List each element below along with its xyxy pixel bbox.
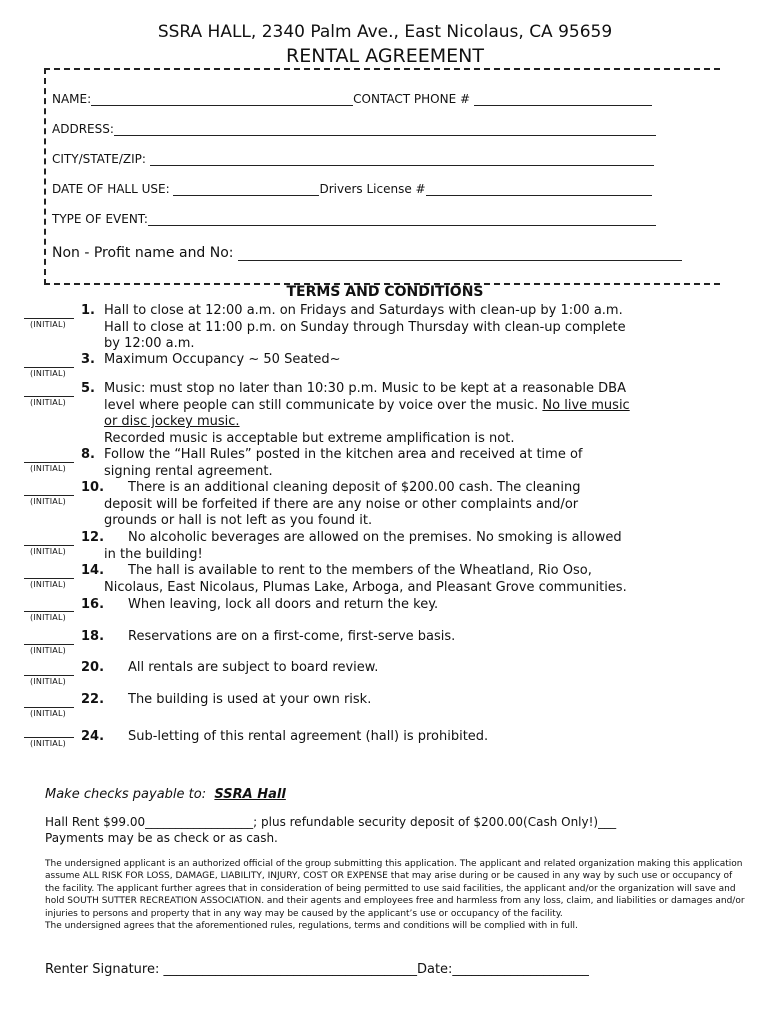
initial-line[interactable] — [24, 318, 74, 319]
initial-label: (INITIAL) — [30, 709, 66, 718]
term-16-text: When leaving, lock all doors and return the key. — [128, 597, 439, 612]
initial-line[interactable] — [24, 675, 74, 676]
term-number: 24. — [81, 729, 105, 744]
term-line: There is an additional cleaning deposit of $200.00 cash. The cleaning — [128, 480, 581, 495]
term-10-text — [104, 480, 581, 530]
initial-line[interactable] — [24, 611, 74, 612]
terms-heading: TERMS AND CONDITIONS — [286, 284, 484, 300]
initial-line[interactable] — [24, 495, 74, 496]
event-label: TYPE OF EVENT: — [52, 212, 148, 226]
term-number: 5. — [81, 381, 95, 396]
city-field[interactable] — [150, 152, 654, 166]
term-line: grounds or hall is not left as you found it. — [104, 513, 373, 528]
renter-signature-line[interactable]: Renter Signature: _______________________________________Date:_____________________ — [45, 962, 589, 977]
term-number: 10. — [81, 480, 105, 495]
initial-label: (INITIAL) — [30, 464, 66, 473]
term-line: No alcoholic beverages are allowed on the premises. No smoking is allowed — [128, 530, 622, 545]
term-number: 22. — [81, 692, 105, 707]
hall-rent-line[interactable]: Hall Rent $99.00__________________; plus refundable security deposit of $200.00(Cash Only!)___ — [45, 815, 617, 829]
address-label: ADDRESS: — [52, 122, 114, 136]
name-field[interactable] — [91, 92, 353, 106]
term-line: level where people can still communicate by voice over the music. — [104, 397, 539, 413]
initial-label: (INITIAL) — [30, 369, 66, 378]
term-line: Recorded music is acceptable but extreme amplification is not. — [104, 430, 515, 446]
term-1-text — [104, 303, 626, 353]
initial-line[interactable] — [24, 644, 74, 645]
term-line: Maximum Occupancy ~ 50 Seated~ — [104, 352, 341, 367]
rent-block — [45, 814, 616, 846]
term-line: Hall to close at 12:00 a.m. on Fridays and Saturdays with clean-up by 1:00 a.m. — [104, 303, 623, 318]
term-number: 18. — [81, 629, 105, 644]
no-dj-text: or disc jockey music. — [104, 414, 240, 429]
name-row — [52, 92, 652, 106]
initial-label: (INITIAL) — [30, 677, 66, 686]
term-line: Hall to close at 11:00 p.m. on Sunday through Thursday with clean-up complete — [104, 319, 626, 335]
term-number: 16. — [81, 597, 105, 612]
address-field[interactable] — [114, 122, 656, 136]
term-14-text — [104, 563, 627, 596]
initial-line[interactable] — [24, 707, 74, 708]
term-18-text: Reservations are on a first-come, first-serve basis. — [128, 629, 456, 644]
initial-label: (INITIAL) — [30, 398, 66, 407]
term-line: signing rental agreement. — [104, 463, 273, 479]
event-field[interactable] — [148, 212, 656, 226]
initial-line[interactable] — [24, 737, 74, 738]
term-8-text — [104, 447, 582, 480]
license-field[interactable] — [426, 182, 652, 196]
term-20-text: All rentals are subject to board review. — [128, 660, 379, 675]
initial-label: (INITIAL) — [30, 613, 66, 622]
date-row — [52, 182, 652, 196]
initial-line[interactable] — [24, 462, 74, 463]
term-number: 8. — [81, 447, 95, 462]
initial-label: (INITIAL) — [30, 497, 66, 506]
term-line: Nicolaus, East Nicolaus, Plumas Lake, Arboga, and Pleasant Grove communities. — [104, 579, 627, 595]
initial-line[interactable] — [24, 578, 74, 579]
address-row — [52, 122, 656, 136]
term-line: by 12:00 a.m. — [104, 336, 195, 351]
term-number: 3. — [81, 352, 95, 367]
date-field[interactable] — [173, 182, 319, 196]
payments-line: Payments may be as check or as cash. — [45, 831, 278, 845]
initial-label: (INITIAL) — [30, 547, 66, 556]
initial-label: (INITIAL) — [30, 739, 66, 748]
checks-payable-line — [45, 787, 286, 802]
name-label: NAME: — [52, 92, 92, 106]
initial-label: (INITIAL) — [30, 320, 66, 329]
rental-agreement-title: RENTAL AGREEMENT — [286, 45, 484, 67]
nonprofit-label: Non - Profit name and No: — [52, 245, 234, 261]
initial-line[interactable] — [24, 545, 74, 546]
contact-phone-field[interactable] — [474, 92, 652, 106]
term-line: Follow the “Hall Rules” posted in the kitchen area and received at time of — [104, 447, 583, 462]
city-row — [52, 152, 654, 166]
term-line: in the building! — [104, 546, 203, 562]
license-label: Drivers License # — [319, 182, 426, 196]
initial-label: (INITIAL) — [30, 646, 66, 655]
term-number: 20. — [81, 660, 105, 675]
date-label: DATE OF HALL USE: — [52, 182, 170, 196]
term-number: 14. — [81, 563, 105, 578]
term-line: deposit will be forfeited if there are any noise or other complaints and/or — [104, 496, 579, 512]
initial-line[interactable] — [24, 367, 74, 368]
checks-prefix: Make checks payable to: — [45, 787, 207, 802]
term-number: 12. — [81, 530, 105, 545]
liability-disclaimer — [45, 858, 745, 932]
term-line: The hall is available to rent to the members of the Wheatland, Rio Oso, — [128, 563, 592, 578]
term-5-text — [104, 381, 630, 447]
event-row — [52, 212, 656, 226]
disclaimer-paragraph: The undersigned applicant is an authorized official of the group submitting this application. The applicant and related organization making this application assume ALL RISK FOR LOSS, DAMAGE, LIABILITY, INJURY, COST OR EXPENSE that may arise during or be caused in any way by such use or occupancy of the facility. The applicant further agrees that in consideration of being permitted to use said facilities, the applicant and/or the organization will save and hold SOUTH SUTTER RECREATION ASSOCIATION. and their agents and employees free and harmless from any loss, claim, and liabilities or damages and/or injuries to persons and property that in any way may be caused by the applicant’s use or occupancy of the facility. — [45, 859, 745, 919]
no-live-music-text: No live music — [542, 397, 630, 413]
initial-line[interactable] — [24, 396, 74, 397]
compliance-paragraph: The undersigned agrees that the aforementioned rules, regulations, terms and conditions will be complied with in full. — [45, 921, 578, 932]
term-12-text — [104, 530, 622, 563]
checks-payee: SSRA Hall — [214, 787, 286, 802]
contact-phone-label: CONTACT PHONE # — [353, 92, 471, 106]
hall-address-title: SSRA HALL, 2340 Palm Ave., East Nicolaus, CA 95659 — [157, 22, 613, 42]
city-label: CITY/STATE/ZIP: — [52, 152, 146, 166]
term-24-text: Sub-letting of this rental agreement (hall) is prohibited. — [128, 729, 489, 744]
initial-label: (INITIAL) — [30, 580, 66, 589]
term-line: Music: must stop no later than 10:30 p.m. Music to be kept at a reasonable DBA — [104, 381, 626, 396]
term-22-text: The building is used at your own risk. — [128, 692, 372, 707]
nonprofit-row — [52, 245, 682, 261]
nonprofit-field[interactable] — [238, 246, 682, 261]
term-3-text — [104, 352, 341, 369]
term-number: 1. — [81, 303, 95, 318]
